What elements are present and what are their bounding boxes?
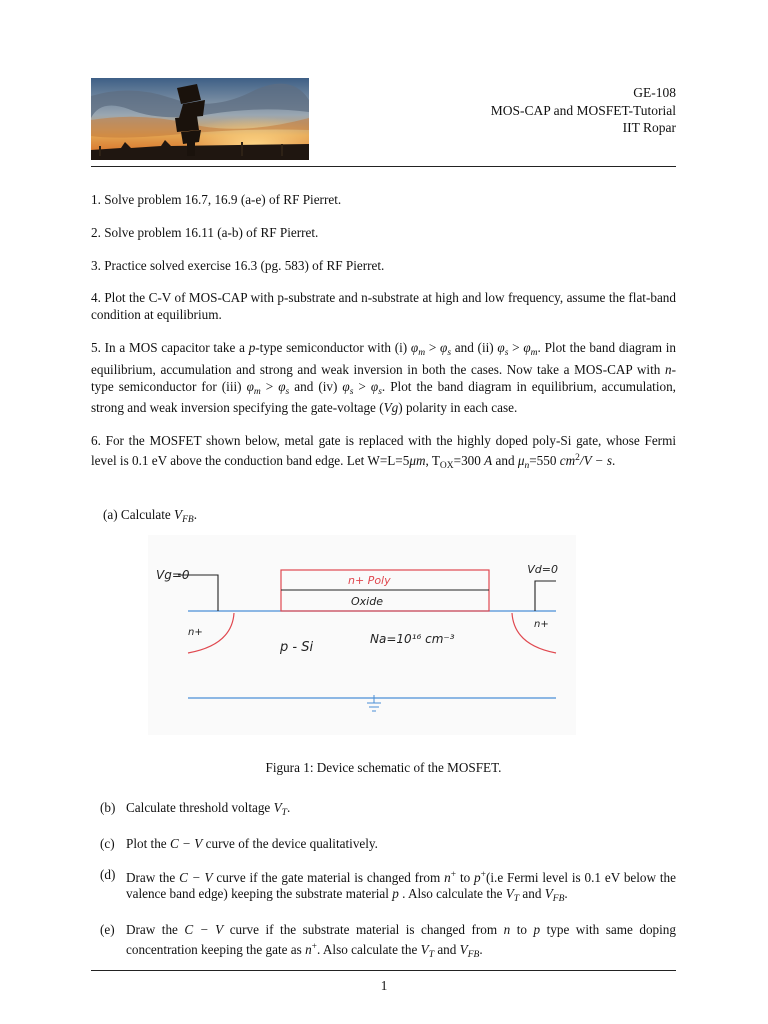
figure-caption: Figura 1: Device schematic of the MOSFET. xyxy=(265,760,502,775)
footer-divider xyxy=(91,970,676,971)
question-5: 5. In a MOS capacitor take a p-type semiconductor with (i) $\varphi_m > \varphi_s$ and (ii) $\varphi_s > \varphi_m$. Plot the band diagram in equilibrium, accumulation and strong and weak inversion in both the cases. Now take a MOS-CAP with n-type semiconductor for (iii) $\varphi_m > \varphi_s$ and (iv) $\varphi_s > \varphi_s$. Plot the band diagram in equilibrium, accumulation, strong and weak inversion specifying the gate-voltage (Vg) polarity in each case. xyxy=(91,339,677,416)
header-divider xyxy=(91,166,676,167)
oxide-label: Oxide xyxy=(351,595,383,608)
subquestion-a: (a) Calculate $V_{FB}$. xyxy=(103,507,197,525)
mosfet-schematic-drawing xyxy=(148,535,576,735)
document-header xyxy=(491,84,676,137)
subquestion-list xyxy=(91,800,676,978)
mosfet-schematic xyxy=(148,535,576,735)
question-4: 4. Plot the C-V of MOS-CAP with p-substrate and n-substrate at high and low frequency, assume the flat-band condition at equilibrium. xyxy=(91,290,676,323)
question-list xyxy=(91,192,676,491)
drain-label: n+ xyxy=(534,619,549,630)
header-sunset-photo xyxy=(91,78,309,160)
substrate-label: p - Si xyxy=(280,640,314,655)
question-3: 3. Practice solved exercise 16.3 (pg. 583) of RF Pierret. xyxy=(91,257,385,273)
drain-voltage-label: Vd=0 xyxy=(527,563,558,576)
subquestion-d: (d) Draw the C − V curve if the gate material is changed from n+ to p+(i.e Fermi level is 0.1 eV below the valence band edge) keeping the substrate material p . Also calculate the $V_T$ and $V_{FB}$. xyxy=(100,866,677,905)
sculpture-sunset-illustration xyxy=(91,78,309,160)
question-2: 2. Solve problem 16.11 (a-b) of RF Pierret. xyxy=(91,224,319,240)
subquestion-e: (e) Draw the C − V curve if the substrate material is changed from n to p type with same doping concentration keeping the gate as n+. Also calculate the $V_T$ and $V_{FB}$. xyxy=(100,922,676,960)
tutorial-title: MOS-CAP and MOSFET-Tutorial xyxy=(490,102,676,118)
question-6: 6. For the MOSFET shown below, metal gate is replaced with the highly doped poly-Si gate, whose Fermi level is 0.1 eV above the conduction band edge. Let W=L=5μm, $T_{OX}=300$ A and $\mu_n=550$ $cm^2/V - s$. xyxy=(91,433,676,471)
gate-material-label: n+ Poly xyxy=(348,574,391,587)
course-code: GE-108 xyxy=(633,85,676,100)
question-1: 1. Solve problem 16.7, 16.9 (a-e) of RF Pierret. xyxy=(91,192,342,207)
subquestion-b: (b) Calculate threshold voltage $V_T$. xyxy=(100,800,291,818)
gate-voltage-label: Vg=0 xyxy=(156,568,190,582)
source-label: n+ xyxy=(188,627,203,638)
doping-label: Na=10¹⁶ cm⁻³ xyxy=(370,632,455,646)
subquestion-c: (c) Plot the C − V curve of the device qualitatively. xyxy=(100,835,378,851)
institute-name: IIT Ropar xyxy=(622,120,676,135)
page-number: 1 xyxy=(380,978,388,993)
